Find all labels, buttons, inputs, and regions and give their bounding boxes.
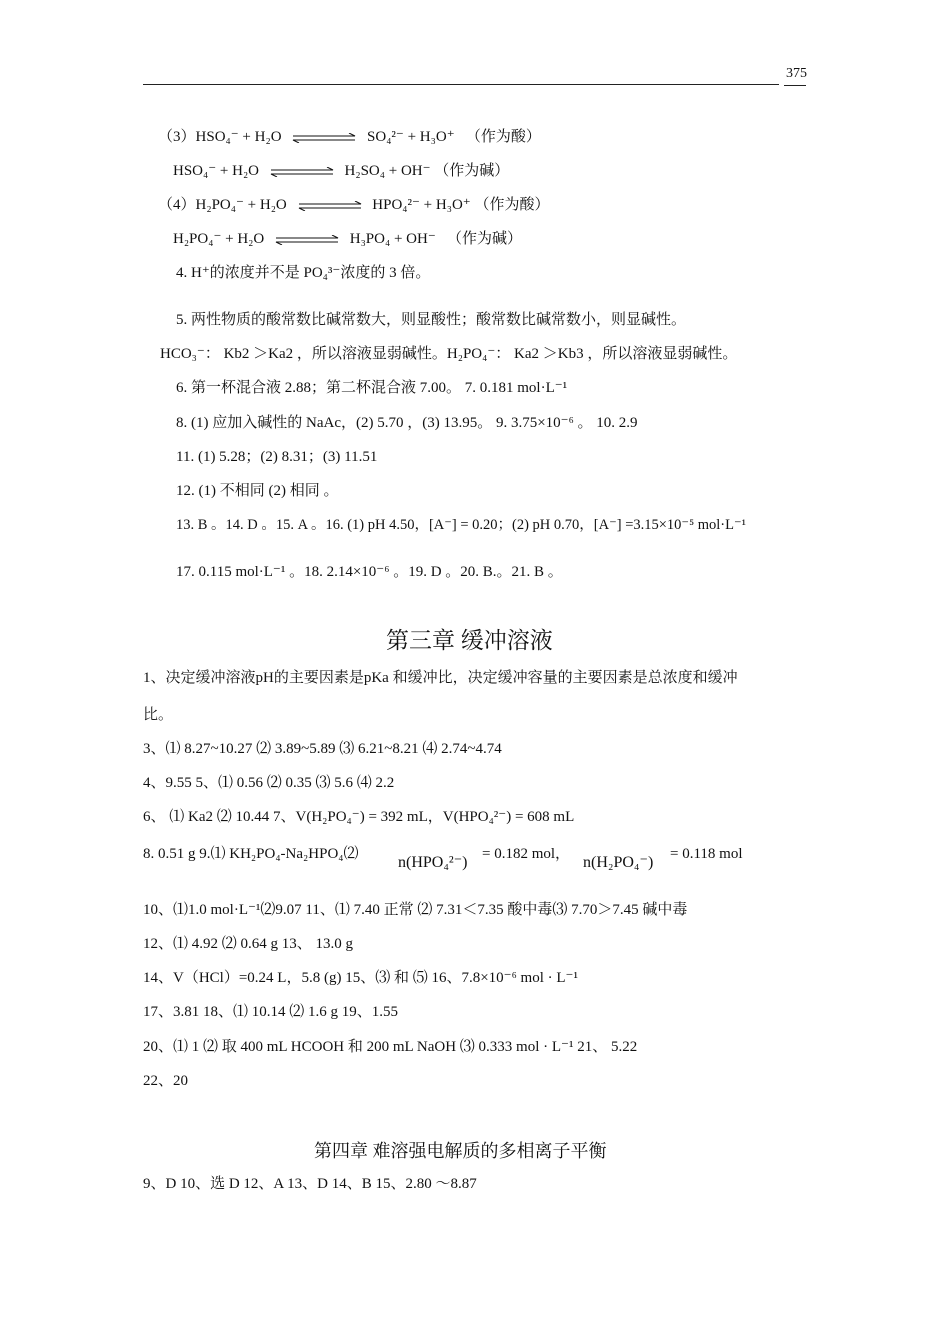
answer-22: 22、20 — [143, 1073, 189, 1089]
equation-line — [173, 229, 522, 249]
label: （3） — [158, 129, 196, 145]
fraction-hpo4: n(HPO₄²⁻) — [398, 854, 468, 871]
answer-4-5: 4、9.55 5、⑴ 0.56 ⑵ 0.35 ⑶ 5.6 ⑷ 2.2 — [143, 775, 395, 791]
reactants: H₂PO₄⁻ + H₂O — [173, 231, 265, 247]
answer-14-16: 14、V（HCl）=0.24 L，5.8 (g) 15、⑶ 和 ⑸ 16、7.8×10⁻⁶ mol · L⁻¹ — [143, 970, 578, 986]
answer-3: 3、⑴ 8.27~10.27 ⑵ 3.89~5.89 ⑶ 6.21~8.21 ⑷ 2.74~4.74 — [143, 741, 502, 757]
answer-20-21: 20、⑴ 1 ⑵ 取 400 mL HCOOH 和 200 mL NaOH ⑶ 0.333 mol · L⁻¹ 21、 5.22 — [143, 1039, 638, 1055]
products: H₂SO₄ + OH⁻ — [344, 163, 431, 179]
note: （作为酸） — [474, 197, 550, 213]
equilibrium-arrow-icon — [274, 235, 340, 245]
answer-17-21: 17. 0.115 mol·L⁻¹ 。18. 2.14×10⁻⁶ 。19. D 。20. B.。21. B 。 — [176, 564, 563, 580]
equilibrium-arrow-icon — [269, 167, 335, 177]
answer-13-16: 13. B 。14. D 。15. A 。16. (1) pH 4.50，[A⁻] = 0.20；(2) pH 0.70，[A⁻] =3.15×10⁻⁵ mol·L⁻¹ — [176, 517, 746, 533]
products: HPO₄²⁻ + H₃O⁺ — [372, 197, 471, 213]
answer-8-10: 8. (1) 应加入碱性的 NaAc，(2) 5.70 ，(3) 13.95。 9. 3.75×10⁻⁶ 。 10. 2.9 — [176, 415, 638, 431]
answer-9-value-2: = 0.118 mol — [670, 846, 743, 862]
answer-12-13: 12、⑴ 4.92 ⑵ 0.64 g 13、 13.0 g — [143, 936, 354, 952]
answer-12: 12. (1) 不相同 (2) 相同 。 — [176, 483, 339, 499]
equation-line — [158, 127, 541, 147]
answer-5-detail: HCO₃⁻： Kb2 ＞Ka2 ，所以溶液显弱碱性。H₂PO₄⁻： Ka2 ＞Kb3 ，所以溶液显弱碱性。 — [160, 346, 738, 362]
answer-6-7: 6、 ⑴ Ka2 ⑵ 10.44 7、V(H₂PO₄⁻) = 392 mL，V(HPO₄²⁻) = 608 mL — [143, 809, 575, 825]
chapter-4-title: 第四章 难溶强电解质的多相离子平衡 — [314, 1141, 607, 1161]
answer-6-7: 6. 第一杯混合液 2.88；第二杯混合液 7.00。 7. 0.181 mol·L⁻¹ — [176, 380, 568, 396]
answer-1: 1、决定缓冲溶液pH的主要因素是pKa 和缓冲比，决定缓冲容量的主要因素是总浓度和缓冲 — [143, 670, 738, 686]
fraction-h2po4: n(H₂PO₄⁻) — [583, 854, 654, 871]
equilibrium-arrow-icon — [297, 201, 363, 211]
chapter-3-title: 第三章 缓冲溶液 — [386, 628, 553, 653]
note: （作为碱） — [447, 231, 523, 247]
reactants: HSO₄⁻ + H₂O — [173, 163, 260, 179]
answer-10-11: 10、⑴1.0 mol·L⁻¹⑵9.07 11、⑴ 7.40 正常 ⑵ 7.31＜7.35 酸中毒⑶ 7.70＞7.45 碱中毒 — [143, 902, 688, 918]
equation-line — [158, 195, 549, 215]
answer-1-cont: 比。 — [143, 707, 174, 723]
answer-8-9 — [143, 844, 359, 864]
answer-11: 11. (1) 5.28；(2) 8.31；(3) 11.51 — [176, 449, 378, 465]
answer-8-9-text: 8. 0.51 g 9.⑴ KH₂PO₄-Na₂HPO₄⑵ — [143, 846, 359, 862]
answer-17-19: 17、3.81 18、⑴ 10.14 ⑵ 1.6 g 19、1.55 — [143, 1004, 399, 1020]
answer-9-15: 9、D 10、选 D 12、A 13、D 14、B 15、2.80 ～8.87 — [143, 1176, 477, 1192]
equilibrium-arrow-icon — [291, 133, 357, 143]
header-rule — [143, 84, 779, 85]
note: （作为酸） — [465, 129, 541, 145]
products: SO₄²⁻ + H₃O⁺ — [367, 129, 455, 145]
products: H₃PO₄ + OH⁻ — [349, 231, 436, 247]
reactants: H₂PO₄⁻ + H₂O — [195, 197, 287, 213]
answer-5: 5. 两性物质的酸常数比碱常数大，则显酸性；酸常数比碱常数小，则显碱性。 — [176, 312, 687, 328]
page-number: 375 — [786, 66, 807, 81]
answer-9-value-1: = 0.182 mol， — [482, 846, 571, 862]
note: （作为碱） — [434, 163, 510, 179]
reactants: HSO₄⁻ + H₂O — [195, 129, 282, 145]
page-number-underline — [784, 85, 806, 86]
answer-4: 4. H⁺的浓度并不是 PO₄³⁻浓度的 3 倍。 — [176, 265, 431, 281]
label: （4） — [158, 197, 196, 213]
equation-line — [173, 161, 509, 181]
